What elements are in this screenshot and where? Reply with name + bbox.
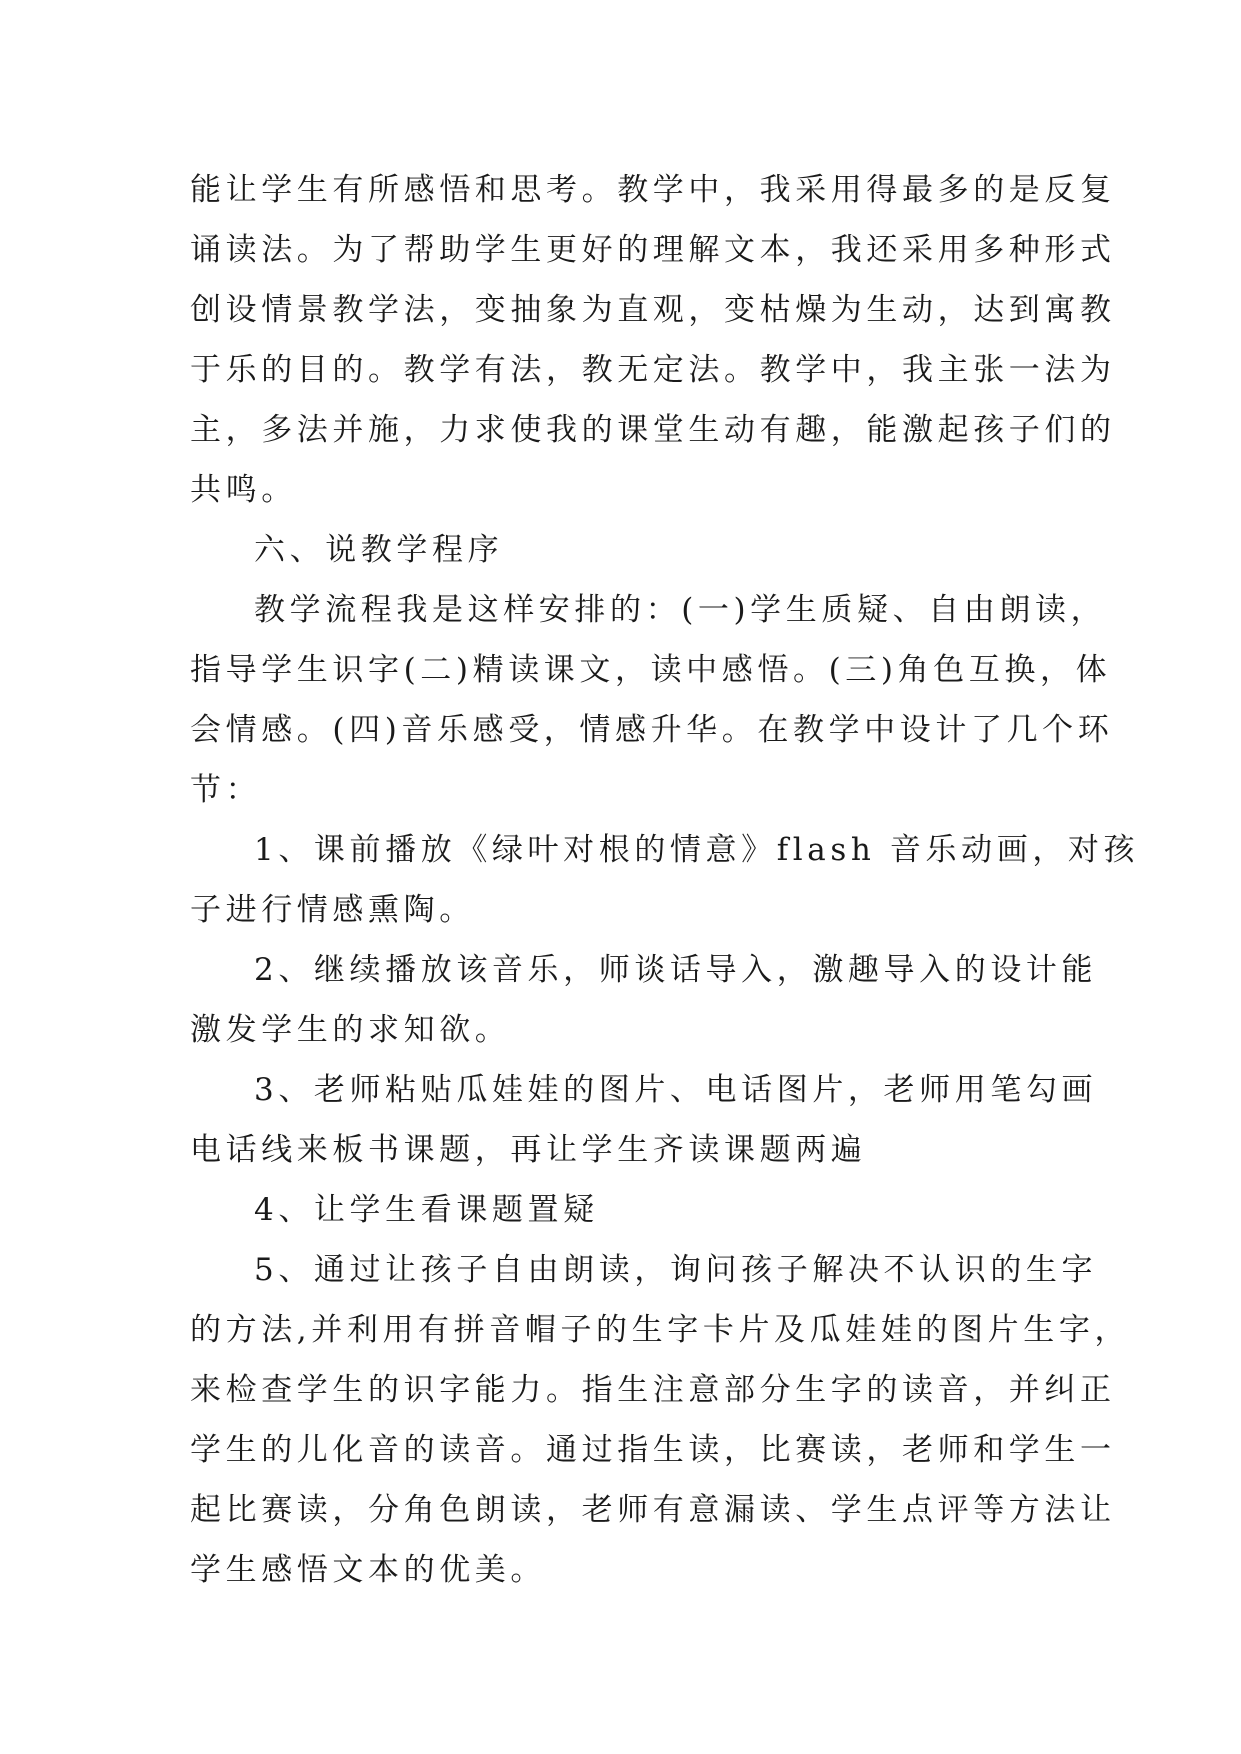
list-item-step-3	[190, 1060, 1098, 1180]
text-line: 子进行情感熏陶。	[190, 892, 475, 928]
text-line: 激发学生的求知欲。	[190, 1012, 511, 1048]
text-line: 学生感悟文本的优美。	[190, 1552, 546, 1588]
text-line: 创设情景教学法，变抽象为直观，变枯燥为生动，达到寓教	[190, 292, 1116, 328]
paragraph-teaching-flow	[190, 580, 1114, 820]
heading-text: 六、说教学程序	[254, 532, 504, 568]
list-item-step-2	[190, 940, 1098, 1060]
section-heading	[190, 520, 1070, 580]
text-line: 4、让学生看课题置疑	[254, 1192, 599, 1228]
document-page	[190, 160, 1140, 1600]
text-line: 于乐的目的。教学有法，教无定法。教学中，我主张一法为	[190, 352, 1116, 388]
list-item-step-4	[190, 1180, 1070, 1240]
text-line: 学生的儿化音的读音。通过指生读，比赛读，老师和学生一	[190, 1432, 1116, 1468]
text-line: 能让学生有所感悟和思考。教学中，我采用得最多的是反复	[190, 172, 1116, 208]
text-line: 2、继续播放该音乐，师谈话导入，激趣导入的设计能	[254, 952, 1098, 988]
text-line: 指导学生识字(二)精读课文，读中感悟。(三)角色互换，体	[190, 652, 1112, 688]
text-line: 共鸣。	[190, 472, 297, 508]
list-item-step-1	[190, 820, 1140, 940]
text-line: 诵读法。为了帮助学生更好的理解文本，我还采用多种形式	[190, 232, 1116, 268]
paragraph-teaching-method	[190, 160, 1116, 520]
text-line: 3、老师粘贴瓜娃娃的图片、电话图片，老师用笔勾画	[254, 1072, 1098, 1108]
text-line: 主，多法并施，力求使我的课堂生动有趣，能激起孩子们的	[190, 412, 1116, 448]
text-line: 的方法,并利用有拼音帽子的生字卡片及瓜娃娃的图片生字，	[190, 1312, 1131, 1348]
text-line: 来检查学生的识字能力。指生注意部分生字的读音，并纠正	[190, 1372, 1116, 1408]
text-line: 教学流程我是这样安排的：(一)学生质疑、自由朗读，	[254, 592, 1107, 628]
text-line: 起比赛读，分角色朗读，老师有意漏读、学生点评等方法让	[190, 1492, 1116, 1528]
list-item-step-5	[190, 1240, 1131, 1600]
text-line: 5、通过让孩子自由朗读，询问孩子解决不认识的生字	[254, 1252, 1098, 1288]
text-line: 电话线来板书课题，再让学生齐读课题两遍	[190, 1132, 867, 1168]
text-line: 会情感。(四)音乐感受，情感升华。在教学中设计了几个环	[190, 712, 1114, 748]
text-line: 节：	[190, 772, 262, 808]
text-line: 1、课前播放《绿叶对根的情意》flash 音乐动画，对孩	[254, 832, 1140, 868]
